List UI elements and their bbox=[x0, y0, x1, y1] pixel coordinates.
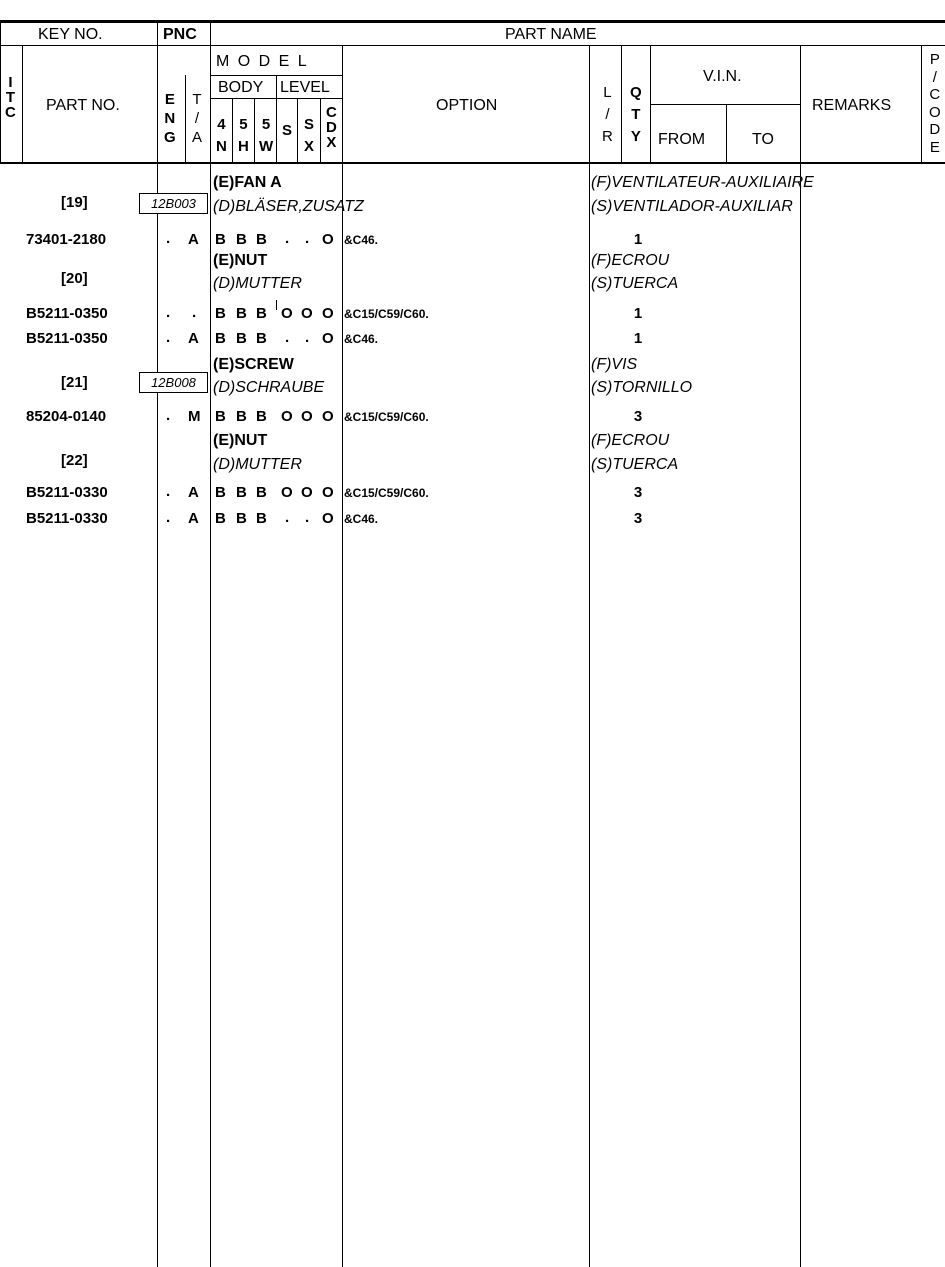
header-bottom-border bbox=[0, 162, 945, 164]
body-5w-cell: B bbox=[256, 510, 267, 527]
level-cdx-cell: O bbox=[322, 408, 334, 425]
eng-ta-divider bbox=[185, 75, 186, 163]
eng-cell: . bbox=[166, 509, 171, 526]
body-4n-cell: B bbox=[215, 305, 226, 322]
remarks-pcode-divider bbox=[921, 45, 922, 163]
key-number: [20] bbox=[61, 270, 88, 287]
quantity: 3 bbox=[633, 510, 643, 527]
part-name-en: (E)NUT bbox=[213, 432, 268, 449]
table-row[interactable] bbox=[0, 405, 945, 427]
part-number: 85204-0140 bbox=[26, 408, 107, 425]
level-sx-cell: . bbox=[305, 509, 310, 526]
level-col-sx: S X bbox=[304, 116, 315, 155]
body-header: BODY bbox=[218, 79, 264, 96]
option-code: &C15/C59/C60. bbox=[344, 486, 429, 500]
body-5w-cell: B bbox=[256, 484, 267, 501]
level-s-cell: O bbox=[281, 305, 293, 322]
level-header: LEVEL bbox=[280, 79, 330, 96]
ta-cell: . bbox=[192, 304, 197, 321]
level-cdx-cell: O bbox=[322, 330, 334, 347]
ta-cell: A bbox=[188, 231, 199, 248]
part-number: B5211-0350 bbox=[26, 330, 108, 347]
body-5h-cell: B bbox=[236, 408, 247, 425]
qty-vin-divider bbox=[650, 45, 651, 163]
level-s-cell: . bbox=[285, 329, 290, 346]
body-col-4n: 4 N bbox=[216, 116, 227, 155]
ta-model-divider bbox=[210, 22, 211, 163]
part-name-en: (E)FAN A bbox=[213, 174, 282, 191]
part-name-fr: (F)ECROU bbox=[591, 252, 670, 269]
option-header: OPTION bbox=[436, 97, 498, 114]
body-5h-cell: B bbox=[236, 305, 247, 322]
body-4n-cell: B bbox=[215, 408, 226, 425]
table-row[interactable] bbox=[0, 481, 945, 503]
eng-header: E N G bbox=[164, 91, 176, 146]
ta-cell: M bbox=[188, 408, 201, 425]
eng-cell: . bbox=[166, 230, 171, 247]
itc-header: I T C bbox=[5, 74, 16, 121]
ta-header: T / A bbox=[192, 91, 203, 146]
table-row[interactable] bbox=[0, 228, 945, 250]
quantity: 1 bbox=[633, 305, 643, 322]
pnc-code: 12B003 bbox=[139, 193, 208, 214]
ta-cell: A bbox=[188, 484, 199, 501]
b4n-divider bbox=[232, 98, 233, 163]
sx-divider bbox=[320, 98, 321, 163]
level-sx-cell: . bbox=[305, 230, 310, 247]
lr-qty-divider bbox=[621, 45, 622, 163]
level-cdx-cell: O bbox=[322, 305, 334, 322]
quantity: 3 bbox=[633, 484, 643, 501]
pcode-header: P / C O D E bbox=[929, 51, 941, 156]
part-name-header: PART NAME bbox=[505, 26, 597, 43]
key-number: [22] bbox=[61, 452, 88, 469]
level-cdx-cell: O bbox=[322, 510, 334, 527]
level-sx-cell: . bbox=[305, 329, 310, 346]
ta-cell: A bbox=[188, 510, 199, 527]
part-name-de: (D)MUTTER bbox=[213, 456, 302, 473]
quantity: 1 bbox=[633, 330, 643, 347]
part-number: 73401-2180 bbox=[26, 231, 107, 248]
eng-cell: . bbox=[166, 329, 171, 346]
s-divider bbox=[297, 98, 298, 163]
body-5w-cell: B bbox=[256, 330, 267, 347]
table-row[interactable] bbox=[0, 302, 945, 324]
part-name-en: (E)NUT bbox=[213, 252, 268, 269]
table-row[interactable] bbox=[0, 507, 945, 529]
table-row[interactable] bbox=[0, 327, 945, 349]
body-5h-cell: B bbox=[236, 231, 247, 248]
part-name-es: (S)TUERCA bbox=[591, 456, 679, 473]
pnc-header: PNC bbox=[163, 26, 197, 43]
option-code: &C46. bbox=[344, 332, 379, 346]
quantity: 3 bbox=[633, 408, 643, 425]
body-4n-cell: B bbox=[215, 484, 226, 501]
level-sx-cell: O bbox=[301, 305, 313, 322]
part-name-es: (S)TUERCA bbox=[591, 275, 679, 292]
part-name-de: (D)BLÄSER,ZUSATZ bbox=[213, 198, 364, 215]
level-s-cell: . bbox=[285, 230, 290, 247]
part-name-de: (D)SCHRAUBE bbox=[213, 379, 325, 396]
key-no-header: KEY NO. bbox=[38, 26, 103, 43]
header-row1-divider bbox=[0, 45, 945, 46]
part-name-es: (S)VENTILADOR-AUXILIAR bbox=[591, 198, 793, 215]
part-no-header: PART NO. bbox=[46, 97, 120, 114]
level-sx-cell: O bbox=[301, 408, 313, 425]
body-5h-cell: B bbox=[236, 330, 247, 347]
body-4n-cell: B bbox=[215, 231, 226, 248]
level-s-cell: O bbox=[281, 408, 293, 425]
itc-divider bbox=[22, 45, 23, 163]
remarks-header: REMARKS bbox=[812, 97, 892, 114]
part-name-es: (S)TORNILLO bbox=[591, 379, 693, 396]
left-border bbox=[0, 22, 1, 163]
option-code: &C46. bbox=[344, 233, 379, 247]
part-name-fr: (F)ECROU bbox=[591, 432, 670, 449]
model-header: M O D E L bbox=[216, 53, 309, 70]
option-code: &C15/C59/C60. bbox=[344, 410, 429, 424]
level-col-s: S bbox=[282, 122, 293, 139]
pnc-code: 12B008 bbox=[139, 372, 208, 393]
level-s-cell: . bbox=[285, 509, 290, 526]
key-number: [21] bbox=[61, 374, 88, 391]
eng-cell: . bbox=[166, 483, 171, 500]
lr-header: L / R bbox=[602, 84, 613, 145]
vin-header: V.I.N. bbox=[703, 68, 742, 85]
b5h-divider bbox=[254, 98, 255, 163]
body-5h-cell: B bbox=[236, 510, 247, 527]
body-5w-cell: B bbox=[256, 305, 267, 322]
part-name-en: (E)SCREW bbox=[213, 356, 294, 373]
part-number: B5211-0330 bbox=[26, 510, 108, 527]
from-to-divider bbox=[726, 104, 727, 163]
body-5w-cell: B bbox=[256, 231, 267, 248]
part-number: B5211-0350 bbox=[26, 305, 108, 322]
level-col-cdx: C D X bbox=[326, 104, 337, 151]
eng-cell: . bbox=[166, 304, 171, 321]
part-name-de: (D)MUTTER bbox=[213, 275, 302, 292]
vin-divider bbox=[650, 104, 800, 105]
body-col-5w: 5 W bbox=[259, 116, 274, 155]
body-4n-cell: B bbox=[215, 330, 226, 347]
eng-cell: . bbox=[166, 407, 171, 424]
option-code: &C46. bbox=[344, 512, 379, 526]
level-sx-cell: O bbox=[301, 484, 313, 501]
part-name-fr: (F)VIS bbox=[591, 356, 638, 373]
part-number: B5211-0330 bbox=[26, 484, 108, 501]
level-cdx-cell: O bbox=[322, 484, 334, 501]
body-4n-cell: B bbox=[215, 510, 226, 527]
key-number: [19] bbox=[61, 194, 88, 211]
vin-from-header: FROM bbox=[658, 131, 706, 148]
level-s-cell: O bbox=[281, 484, 293, 501]
level-cdx-cell: O bbox=[322, 231, 334, 248]
qty-header: Q T Y bbox=[630, 84, 642, 145]
body-col-5h: 5 H bbox=[238, 116, 249, 155]
quantity: 1 bbox=[633, 231, 643, 248]
body-5h-cell: B bbox=[236, 484, 247, 501]
part-name-fr: (F)VENTILATEUR-AUXILIAIRE bbox=[591, 174, 814, 191]
body-5w-cell: B bbox=[256, 408, 267, 425]
option-code: &C15/C59/C60. bbox=[344, 307, 429, 321]
top-border bbox=[0, 20, 945, 23]
vin-to-header: TO bbox=[752, 131, 774, 148]
body-level-vdivider bbox=[276, 75, 277, 163]
ta-cell: A bbox=[188, 330, 199, 347]
